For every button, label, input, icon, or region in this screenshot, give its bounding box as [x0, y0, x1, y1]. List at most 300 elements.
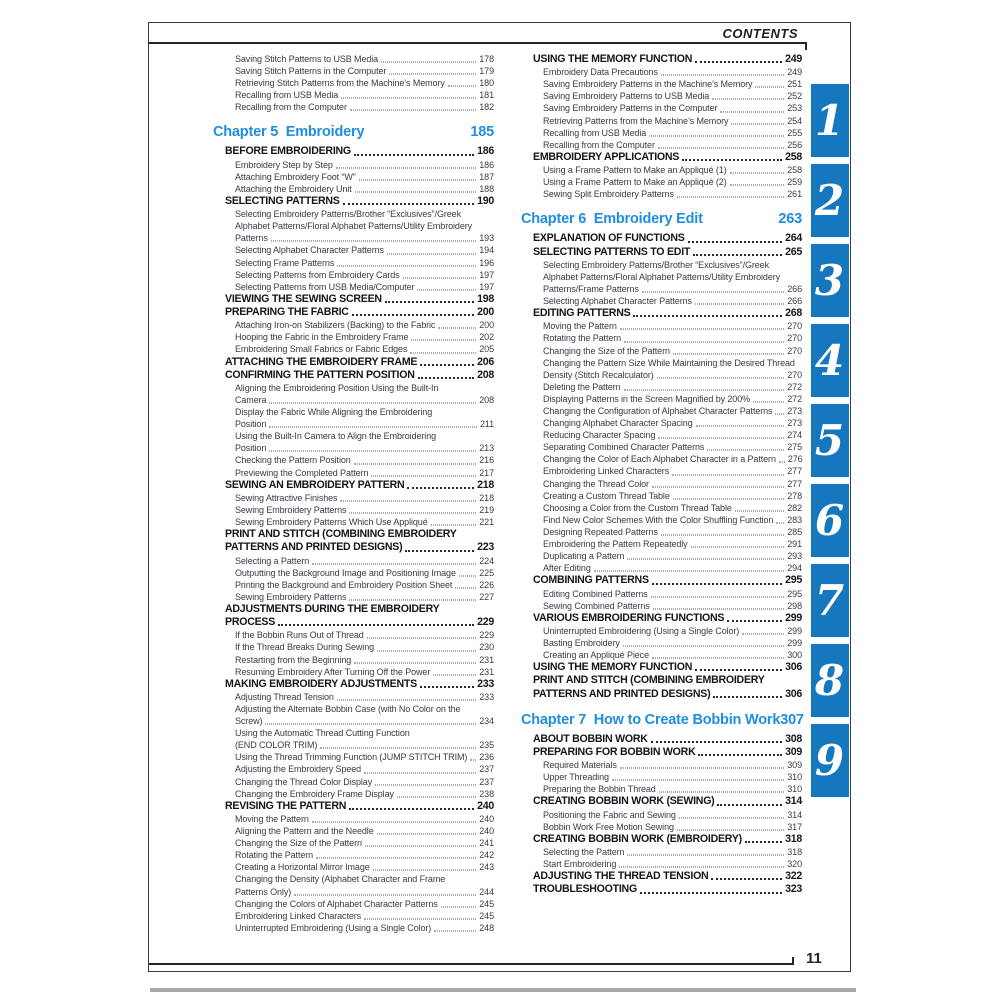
toc-page-number: 179 — [479, 66, 494, 77]
toc-title: Sewing Combined Patterns — [543, 600, 650, 611]
leader-dots — [470, 749, 476, 761]
leader-dots — [735, 499, 785, 511]
leader-dots — [359, 168, 477, 180]
toc-page-number: 238 — [479, 788, 494, 799]
leader-dots — [657, 366, 785, 378]
toc-page-number: 282 — [787, 502, 802, 513]
toc-page-number: 294 — [787, 563, 802, 574]
leader-dots — [624, 378, 785, 390]
toc-title: Embroidering Linked Characters — [235, 910, 362, 921]
page-number: 11 — [806, 950, 822, 967]
leader-dots — [707, 439, 784, 451]
toc-title: Creating a Custom Thread Table — [543, 490, 670, 501]
toc-page-number: 256 — [787, 139, 802, 150]
toc-title: SEWING AN EMBROIDERY PATTERN — [225, 478, 405, 491]
toc-title: Adjusting Thread Tension — [235, 691, 334, 702]
toc-title: Recalling from the Computer — [235, 102, 347, 113]
toc-page-number: 266 — [787, 283, 802, 294]
chapter-tab-3: 3 — [811, 244, 849, 317]
leader-dots — [720, 100, 784, 112]
chapter-page-number: 263 — [778, 211, 802, 228]
toc-page-number: 208 — [479, 395, 494, 405]
leader-dots — [640, 880, 782, 893]
toc-row — [543, 393, 802, 405]
toc-title: Duplicating a Pattern — [543, 551, 625, 562]
toc-page-number: 235 — [479, 740, 494, 751]
toc-title: Rotating the Pattern — [235, 850, 314, 861]
toc-page-number: 258 — [787, 165, 802, 176]
chapter-tab-7: 7 — [811, 564, 849, 637]
toc-title: REVISING THE PATTERN — [225, 799, 347, 812]
toc-entry-item — [235, 691, 494, 703]
toc-title: Creating an Appliqué Piece — [543, 650, 649, 661]
toc-page-number: 188 — [479, 183, 494, 194]
toc-wrapped-line: Using the Automatic Thread Cutting Function — [235, 728, 410, 739]
toc-title: USING THE MEMORY FUNCTION — [533, 53, 693, 65]
toc-wrapped-line: Alphabet Patterns/Floral Alphabet Patterns/Utility Embroidery — [543, 271, 781, 282]
leader-dots — [417, 278, 476, 290]
toc-page-number: 205 — [479, 344, 494, 355]
leader-dots — [349, 797, 474, 810]
toc-title: Start Embroidering — [543, 859, 617, 870]
toc-page-number: 221 — [479, 517, 494, 528]
toc-page-number: 254 — [787, 115, 802, 126]
toc-page-number: 266 — [787, 296, 802, 307]
toc-page-number: 274 — [787, 430, 802, 441]
toc-page-number: 259 — [787, 177, 802, 188]
toc-title: Bobbin Work Free Motion Sewing — [543, 821, 674, 832]
toc-page-number: 241 — [479, 838, 494, 849]
toc-page-number: 217 — [479, 467, 494, 478]
toc-page-number: 299 — [787, 625, 802, 636]
leader-dots — [373, 859, 477, 871]
toc-entry-item — [235, 516, 494, 528]
toc-wrapped-line: Selecting Embroidery Patterns/Brother “Exclusives”/Greek — [543, 259, 769, 270]
leader-dots — [624, 330, 784, 342]
toc-title: CREATING BOBBIN WORK (EMBROIDERY) — [533, 832, 742, 845]
toc-page-number: 208 — [477, 368, 494, 381]
toc-title: Changing the Color of Each Alphabet Character in a Pattern — [543, 454, 776, 465]
leader-dots — [312, 552, 476, 564]
leader-dots — [672, 463, 784, 475]
toc-page-number: 291 — [787, 539, 802, 550]
toc-entry-item — [235, 922, 494, 934]
toc-title: If the Thread Breaks During Sewing — [235, 642, 375, 653]
toc-title: Restarting from the Beginning — [235, 654, 352, 665]
toc-title: SELECTING PATTERNS — [225, 194, 340, 207]
chapter-tab-2: 2 — [811, 164, 849, 237]
toc-page-number: 252 — [787, 91, 802, 102]
toc-wrapped-line: PRINT AND STITCH (COMBINING EMBROIDERY — [533, 674, 765, 687]
toc-title: USING THE MEMORY FUNCTION — [533, 661, 693, 674]
toc-column-right — [521, 53, 802, 897]
leader-dots — [420, 675, 474, 688]
toc-wrapped-line: Selecting Embroidery Patterns/Brother “Exclusives”/Greek — [235, 209, 461, 220]
toc-row — [235, 394, 494, 406]
leader-dots — [745, 830, 782, 843]
leader-dots — [316, 847, 476, 859]
toc-row — [543, 502, 802, 514]
toc-title: TROUBLESHOOTING — [533, 883, 637, 896]
chapter-label: Chapter 6 Embroidery Edit — [521, 211, 703, 228]
toc-title: PROCESS — [225, 616, 276, 629]
toc-page-number: 273 — [787, 418, 802, 429]
toc-title: VIEWING THE SEWING SCREEN — [225, 292, 382, 305]
toc-row — [235, 715, 494, 727]
toc-title: Positioning the Fabric and Sewing — [543, 809, 676, 820]
leader-dots — [612, 769, 784, 781]
toc-title: Selecting Patterns from USB Media/Computer — [235, 281, 415, 292]
leader-dots — [688, 229, 783, 242]
toc-title: Recalling from USB Media — [235, 90, 339, 101]
leader-dots — [627, 548, 784, 560]
toc-page-number: 242 — [479, 850, 494, 861]
toc-entry-item — [235, 555, 494, 567]
toc-page-number: 293 — [787, 551, 802, 562]
leader-dots — [265, 713, 476, 725]
leader-dots — [367, 627, 477, 639]
toc-section-item — [533, 883, 802, 896]
toc-title: Moving the Pattern — [543, 321, 617, 332]
toc-title: Patterns Only) — [235, 886, 292, 897]
toc-title: Creating a Horizontal Mirror Image — [235, 862, 370, 873]
toc-page-number: 264 — [785, 232, 802, 245]
toc-page-number: 186 — [479, 159, 494, 170]
leader-dots — [652, 475, 784, 487]
toc-title: PATTERNS AND PRINTED DESIGNS) — [533, 687, 711, 700]
toc-title: CREATING BOBBIN WORK (SEWING) — [533, 795, 715, 808]
leader-dots — [410, 341, 476, 353]
leader-dots — [673, 487, 785, 499]
toc-page-number: 272 — [787, 393, 802, 404]
leader-dots — [651, 585, 785, 597]
toc-section-item — [225, 195, 494, 208]
toc-page-number: 317 — [787, 821, 802, 832]
leader-dots — [620, 318, 785, 330]
toc-wrapped-line: Changing the Pattern Size While Maintaining the Desired Thread — [543, 357, 795, 368]
leader-dots — [377, 823, 477, 835]
toc-entry-item — [235, 208, 494, 244]
toc-row — [533, 661, 802, 674]
toc-section-item — [225, 369, 494, 382]
leader-dots — [649, 124, 784, 136]
leader-dots — [682, 148, 782, 161]
toc-page-number: 244 — [479, 886, 494, 897]
toc-title: CONFIRMING THE PATTERN POSITION — [225, 368, 415, 381]
toc-section-item — [225, 603, 494, 629]
toc-title: Sewing Embroidery Patterns — [235, 504, 347, 515]
toc-page-number: 237 — [479, 764, 494, 775]
toc-title: Selecting Patterns from Embroidery Cards — [235, 269, 400, 280]
toc-entry-item — [235, 101, 494, 113]
toc-wrapped-line: Aligning the Embroidering Position Using the Built-In — [235, 382, 439, 393]
toc-page-number: 186 — [477, 145, 494, 158]
toc-title: Previewing the Completed Pattern — [235, 467, 369, 478]
leader-dots — [320, 737, 476, 749]
toc-title: If the Bobbin Runs Out of Thread — [235, 630, 364, 641]
toc-title: Required Materials — [543, 760, 617, 771]
leader-dots — [652, 571, 782, 584]
toc-title: VARIOUS EMBROIDERING FUNCTIONS — [533, 611, 725, 624]
toc-title: EDITING PATTERNS — [533, 307, 631, 320]
toc-page-number: 226 — [479, 579, 494, 590]
leader-dots — [661, 523, 784, 535]
leader-dots — [695, 50, 782, 63]
leader-dots — [717, 792, 782, 805]
toc-title: Changing the Colors of Alphabet Character Patterns — [235, 898, 438, 909]
toc-page-number: 309 — [785, 745, 802, 758]
toc-title: Embroidery Step by Step — [235, 159, 333, 170]
leader-dots — [375, 773, 476, 785]
header-rule — [149, 42, 807, 44]
toc-page-number: 295 — [787, 588, 802, 599]
toc-title: ATTACHING THE EMBROIDERY FRAME — [225, 355, 418, 368]
leader-dots — [731, 112, 784, 124]
toc-page-number: 240 — [477, 799, 494, 812]
toc-page-number: 306 — [785, 661, 802, 674]
leader-dots — [727, 609, 782, 622]
leader-dots — [352, 303, 474, 316]
toc-page-number: 197 — [479, 269, 494, 280]
leader-dots — [642, 280, 785, 292]
toc-entry-item — [235, 727, 494, 751]
toc-page-number: 276 — [787, 454, 803, 465]
toc-row — [543, 188, 802, 200]
toc-title: Adjusting the Embroidery Speed — [235, 764, 362, 775]
toc-title: Attaching Iron-on Stabilizers (Backing) to the Fabric — [235, 320, 436, 331]
toc-row — [235, 555, 494, 567]
toc-title: Using a Frame Pattern to Make an Appliqué (2) — [543, 177, 727, 188]
leader-dots — [420, 353, 474, 366]
footer-rule-tick — [792, 957, 794, 965]
page-header-title: CONTENTS — [722, 26, 798, 41]
toc-title: Using the Thread Trimming Function (JUMP STITCH TRIM) — [235, 752, 468, 763]
toc-title: Resuming Embroidery After Turning Off the Power — [235, 666, 431, 677]
leader-dots — [343, 192, 474, 205]
leader-dots — [679, 806, 784, 818]
toc-row — [225, 195, 494, 208]
toc-column-left — [213, 53, 494, 934]
toc-page-number: 277 — [787, 466, 802, 477]
toc-wrapped-line: ADJUSTMENTS DURING THE EMBROIDERY — [225, 602, 440, 615]
toc-entry-item — [235, 591, 494, 603]
toc-title: Uninterrupted Embroidering (Using a Single Color) — [235, 922, 432, 933]
toc-wrapped-line: Changing the Density (Alphabet Character and Frame — [235, 874, 446, 885]
leader-dots — [385, 290, 474, 303]
leader-dots — [677, 186, 784, 198]
leader-dots — [434, 919, 476, 931]
leader-dots — [269, 392, 476, 404]
chapter-tab-1: 1 — [811, 84, 849, 157]
leader-dots — [337, 254, 476, 266]
toc-title: Sewing Split Embroidery Patterns — [543, 189, 674, 200]
toc-page-number: 300 — [787, 650, 802, 661]
toc-row — [235, 101, 494, 113]
toc-page-number: 283 — [787, 514, 802, 525]
toc-entry-item — [543, 441, 802, 453]
toc-title: EXPLANATION OF FUNCTIONS — [533, 232, 685, 245]
toc-page-number: 310 — [787, 784, 802, 795]
leader-dots — [397, 785, 476, 797]
leader-dots — [341, 87, 476, 99]
leader-dots — [294, 883, 476, 895]
toc-page-number: 219 — [479, 504, 494, 515]
toc-title: (END COLOR TRIM) — [235, 740, 318, 751]
leader-dots — [730, 174, 785, 186]
toc-entry-item — [543, 188, 802, 200]
toc-page-number: 295 — [785, 574, 802, 587]
toc-entry-item — [235, 861, 494, 873]
leader-dots — [698, 743, 782, 756]
toc-title: Editing Combined Patterns — [543, 588, 648, 599]
header-rule-tick — [805, 42, 807, 50]
toc-entry-item — [235, 406, 494, 430]
leader-dots — [381, 51, 476, 63]
toc-page-number: 309 — [787, 760, 802, 771]
toc-title: Checking the Pattern Position — [235, 455, 351, 466]
toc-page-number: 230 — [479, 642, 494, 653]
toc-page-number: 310 — [787, 772, 802, 783]
toc-title: Printing the Background and Embroidery Position Sheet — [235, 579, 453, 590]
leader-dots — [337, 688, 476, 700]
manual-contents-page — [148, 22, 851, 972]
toc-page-number: 273 — [787, 405, 802, 416]
toc-page-number: 265 — [785, 245, 802, 258]
toc-page-number: 218 — [479, 492, 494, 503]
toc-page-number: 229 — [477, 616, 494, 629]
toc-page-number: 320 — [787, 859, 802, 870]
toc-page-number: 225 — [479, 567, 494, 578]
leader-dots — [271, 230, 477, 242]
toc-page-number: 190 — [477, 194, 494, 207]
leader-dots — [619, 856, 784, 868]
leader-dots — [658, 136, 784, 148]
toc-title: Designing Repeated Patterns — [543, 526, 658, 537]
toc-title: Rotating the Pattern — [543, 333, 622, 344]
toc-wrapped-line: Alphabet Patterns/Floral Alphabet Patterns/Utility Embroidery — [235, 221, 473, 232]
toc-title: Saving Embroidery Patterns in the Machine’s Memory — [543, 79, 753, 90]
toc-entry-item — [543, 393, 802, 405]
leader-dots — [627, 844, 784, 856]
toc-title: Recalling from the Computer — [543, 139, 655, 150]
toc-page-number: 258 — [785, 150, 802, 163]
toc-page-number: 200 — [479, 320, 494, 331]
toc-title: Density (Stitch Recalculator) — [543, 369, 654, 380]
leader-dots — [713, 685, 782, 698]
toc-title: PREPARING FOR BOBBIN WORK — [533, 745, 696, 758]
leader-dots — [354, 651, 476, 663]
toc-page-number: 227 — [479, 591, 494, 602]
leader-dots — [658, 427, 784, 439]
toc-title: Changing the Size of the Pattern — [235, 838, 362, 849]
toc-title: Patterns — [235, 233, 268, 244]
toc-title: SELECTING PATTERNS TO EDIT — [533, 245, 691, 258]
leader-dots — [712, 88, 784, 100]
leader-dots — [349, 501, 476, 513]
chapter-label: Chapter 5 Embroidery — [213, 124, 365, 141]
toc-title: Camera — [235, 395, 267, 405]
leader-dots — [431, 514, 477, 526]
toc-row — [235, 922, 494, 934]
toc-wrapped-line: Display the Fabric While Aligning the Embroidering — [235, 407, 433, 418]
leader-dots — [620, 757, 785, 769]
toc-page-number: 194 — [479, 245, 494, 256]
toc-wrapped-line: Adjusting the Alternate Bobbin Case (with No Color on the — [235, 704, 461, 714]
toc-page-number: 187 — [479, 171, 494, 182]
chapter-tab-9: 9 — [811, 724, 849, 797]
toc-title: Hooping the Fabric in the Embroidery Frame — [235, 332, 409, 343]
chapter-page-number: 307 — [780, 711, 804, 728]
toc-title: Outputting the Background Image and Positioning Image — [235, 567, 456, 578]
toc-section-item — [533, 674, 802, 700]
toc-page-number: 224 — [479, 555, 494, 566]
toc-page-number: 261 — [787, 189, 802, 200]
toc-page-number: 200 — [477, 306, 494, 319]
next-page-edge — [150, 988, 856, 992]
toc-page-number: 248 — [479, 922, 494, 933]
toc-title: Attaching Embroidery Foot “W” — [235, 171, 356, 182]
toc-title: Patterns/Frame Patterns — [543, 283, 639, 294]
toc-title: Moving the Pattern — [235, 813, 309, 824]
toc-page-number: 245 — [479, 898, 494, 909]
toc-page-number: 236 — [479, 752, 494, 763]
toc-page-number: 249 — [787, 67, 802, 78]
toc-row — [235, 516, 494, 528]
toc-page-number: 245 — [479, 910, 494, 921]
toc-page-number: 270 — [787, 345, 802, 356]
toc-page-number: 181 — [479, 90, 494, 101]
leader-dots — [673, 342, 784, 354]
toc-title: Saving Stitch Patterns in the Computer — [235, 66, 387, 77]
toc-title: Changing the Thread Color Display — [235, 776, 373, 787]
toc-entry-item — [235, 703, 494, 727]
toc-page-number: 197 — [479, 281, 494, 292]
toc-title: Changing the Size of the Pattern — [543, 345, 670, 356]
toc-title: Selecting Alphabet Character Patterns — [235, 245, 384, 256]
toc-page-number: 299 — [785, 611, 802, 624]
chapter-label: Chapter 7 How to Create Bobbin Work — [521, 711, 781, 728]
toc-title: Reducing Character Spacing — [543, 430, 656, 441]
toc-row — [235, 591, 494, 603]
toc-title: Aligning the Pattern and the Needle — [235, 826, 374, 837]
toc-page-number: 314 — [785, 795, 802, 808]
chapter-tab-8: 8 — [811, 644, 849, 717]
toc-page-number: 237 — [479, 776, 494, 787]
toc-page-number: 272 — [787, 381, 802, 392]
toc-page-number: 233 — [479, 691, 494, 702]
toc-entry-item — [235, 873, 494, 897]
toc-title: Embroidery Data Precautions — [543, 67, 658, 78]
leader-dots — [594, 560, 785, 572]
toc-page-number: 231 — [479, 654, 494, 665]
toc-title: Selecting the Pattern — [543, 847, 625, 858]
toc-page-number: 233 — [477, 677, 494, 690]
toc-page-number: 213 — [479, 443, 494, 454]
leader-dots — [411, 329, 476, 341]
leader-dots — [651, 730, 782, 743]
toc-row — [543, 441, 802, 453]
toc-section-item — [225, 528, 494, 554]
leader-dots — [441, 895, 477, 907]
leader-dots — [753, 390, 784, 402]
leader-dots — [371, 464, 476, 476]
toc-entry-item — [235, 430, 494, 454]
toc-title: Position — [235, 443, 267, 454]
toc-page-number: 270 — [787, 369, 802, 380]
toc-row — [225, 369, 494, 382]
toc-page-number: 275 — [787, 442, 802, 453]
leader-dots — [776, 511, 784, 523]
